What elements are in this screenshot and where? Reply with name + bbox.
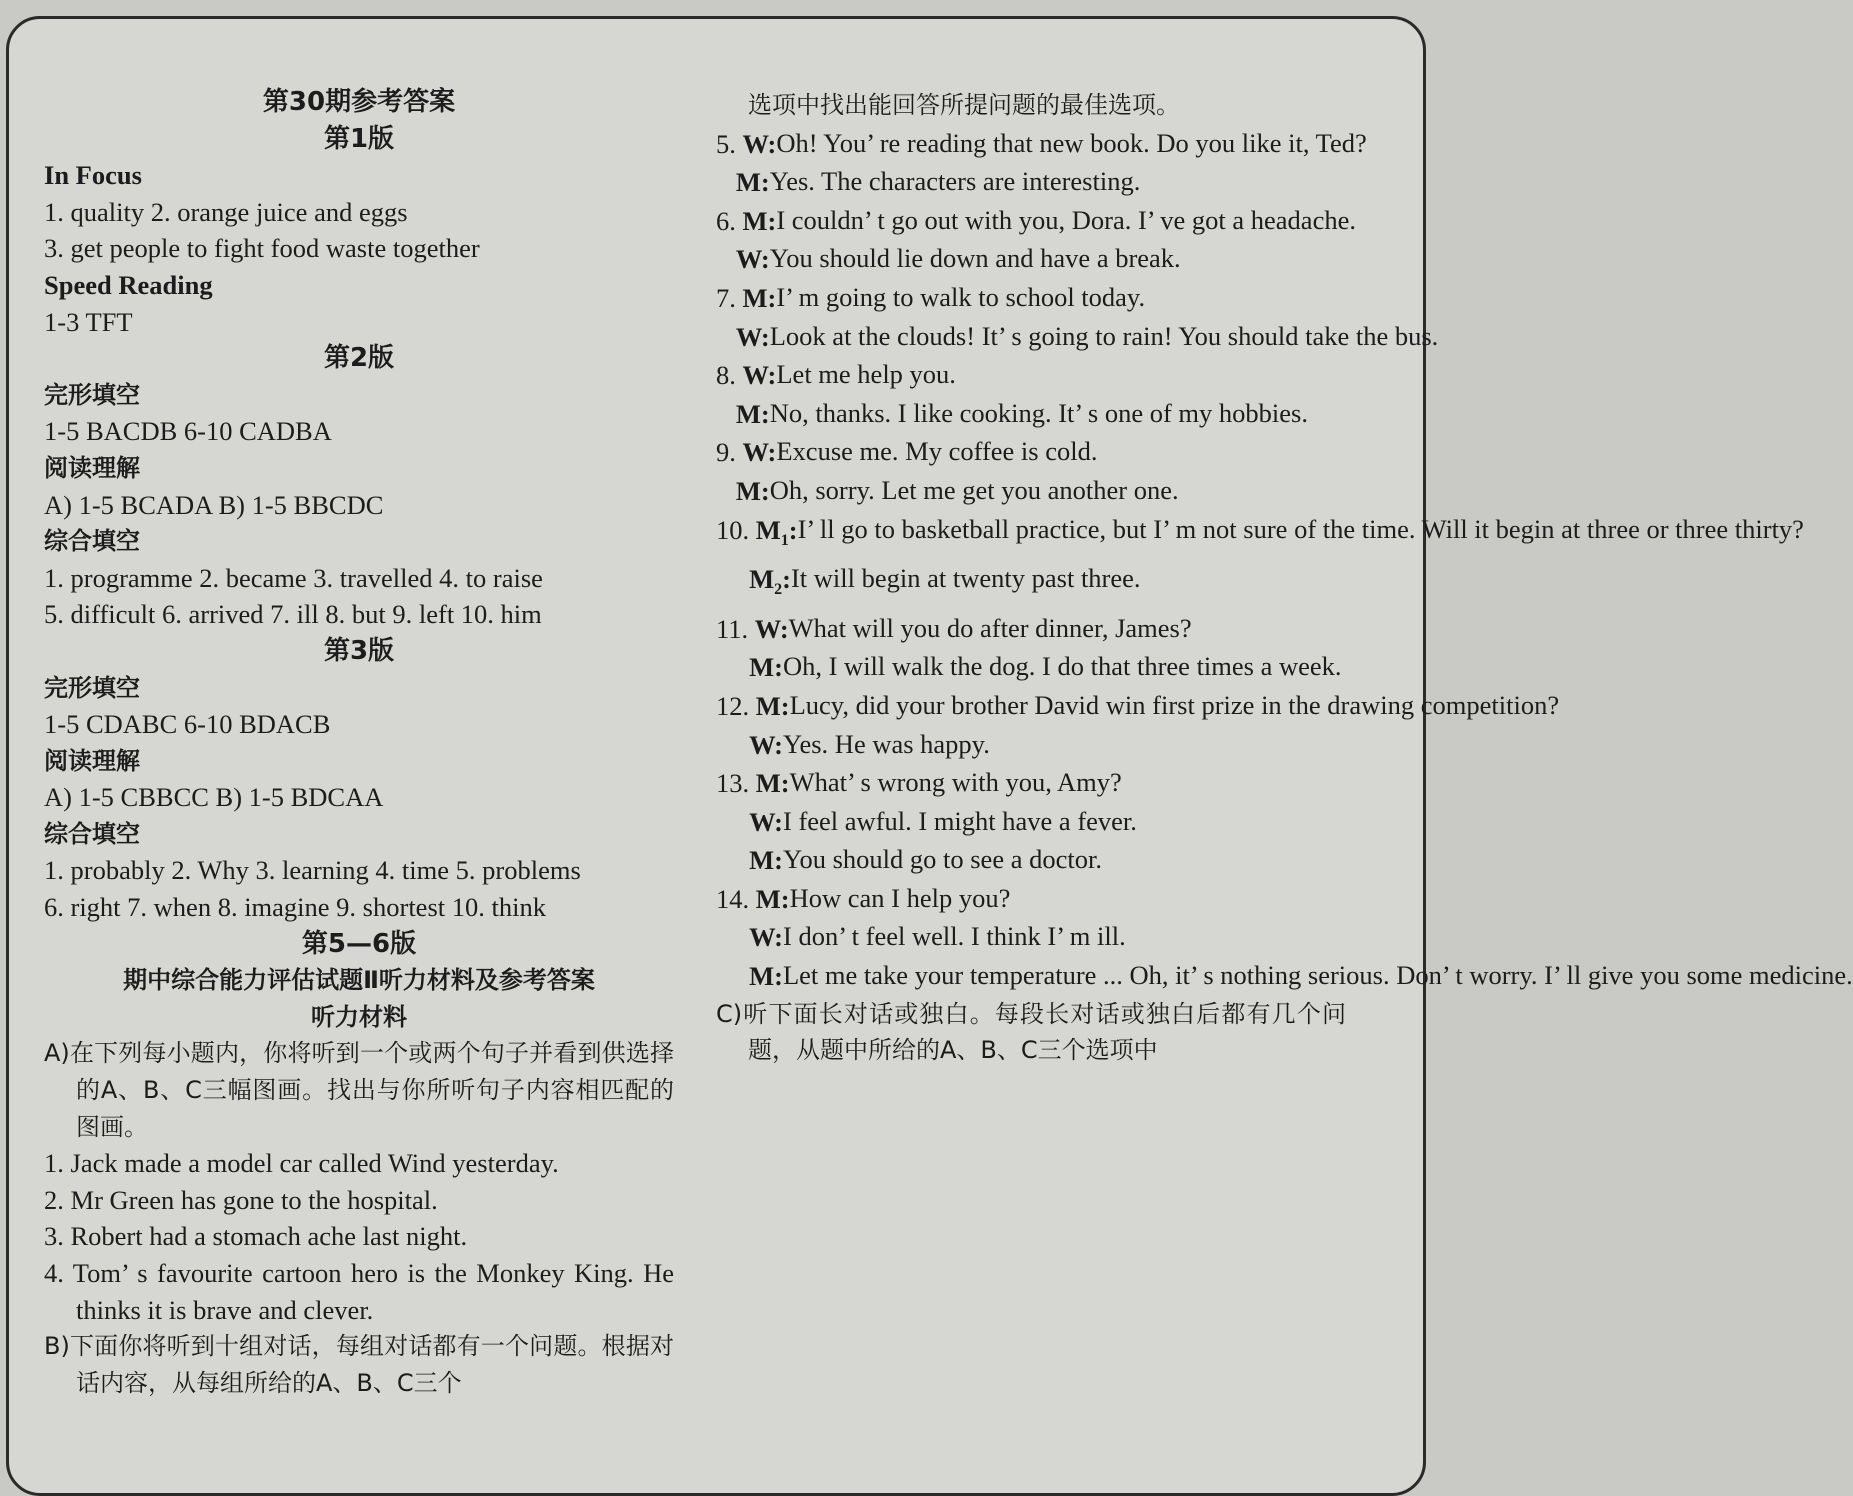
- dialog-number: [716, 240, 736, 279]
- dialog-number: [716, 726, 749, 765]
- dialog-text: I feel awful. I might have a fever.: [783, 805, 1137, 836]
- section-heading-v2: 第2版: [323, 343, 395, 374]
- dialog-list: [716, 125, 1853, 996]
- dialog-number: [716, 841, 749, 880]
- section-a-instructions: A)在下列每小题内，你将听到一个或两个句子并看到供选择的A、B、C三幅图画。找出与你所听句子内容相匹配的图画。: [44, 1039, 674, 1141]
- exam-title: 期中综合能力评估试题Ⅱ听力材料及参考答案: [123, 966, 595, 995]
- dialog-number: 7.: [716, 282, 743, 313]
- dialog-text: Let me take your temperature ... Oh, it’ s nothing serious. Don’ t worry. I’ ll give you some medicine.: [782, 960, 1853, 991]
- dialog-text: I’ ll go to basketball practice, but I’ m not sure of the time. Will it begin at three or three thirty?: [797, 513, 1804, 544]
- dialog-line: [716, 764, 1346, 803]
- dialog-number: [716, 918, 749, 957]
- speaker-label: M:: [742, 282, 777, 313]
- issue-title: 第30期参考答案: [262, 87, 456, 117]
- a-item-4: 4. Tom’ s favourite cartoon hero is the Monkey King. He thinks it is brave and clever.: [44, 1258, 674, 1325]
- v2-fill-heading: 综合填空: [44, 527, 140, 556]
- speaker-label: W:: [749, 922, 783, 953]
- in-focus-answers-1: 1. quality 2. orange juice and eggs: [44, 196, 408, 227]
- v3-reading-answers: A) 1-5 CBBCC B) 1-5 BDCAA: [44, 782, 384, 813]
- dialog-line: [716, 472, 1346, 511]
- dialog-line: [716, 511, 1804, 561]
- dialog-text: I don’ t feel well. I think I’ m ill.: [783, 921, 1126, 952]
- dialog-line: [716, 560, 1346, 610]
- listening-title: 听力材料: [311, 1002, 407, 1031]
- dialog-number: [716, 318, 736, 357]
- dialog-text: Yes. The characters are interesting.: [769, 166, 1141, 197]
- dialog-text: What will you do after dinner, James?: [788, 612, 1192, 643]
- dialog-line: [716, 918, 1346, 957]
- v3-fill-heading: 综合填空: [44, 819, 140, 848]
- dialog-line: [716, 356, 1346, 395]
- section-heading-v56: 第5—6版: [301, 928, 417, 959]
- v3-cloze-answers: 1-5 CDABC 6-10 BDACB: [44, 709, 331, 740]
- dialog-number: [716, 803, 749, 842]
- right-column: [716, 86, 1853, 1069]
- dialog-line: [716, 610, 1346, 649]
- dialog-number: 8.: [716, 360, 743, 391]
- dialog-line: [716, 841, 1346, 880]
- speed-reading-answers: 1-3 TFT: [44, 306, 133, 337]
- dialog-line: [716, 125, 1367, 164]
- section-b-instructions-cont: 选项中找出能回答所提问题的最佳选项。: [748, 91, 1180, 119]
- speaker-label: W:: [749, 806, 783, 837]
- speaker-label: W:: [735, 244, 770, 275]
- dialog-text: You should go to see a doctor.: [782, 844, 1102, 875]
- dialog-line: [716, 163, 1346, 202]
- dialog-text: Yes. He was happy.: [783, 728, 990, 759]
- speaker-label: W:: [749, 729, 783, 760]
- dialog-line: [716, 433, 1346, 472]
- dialog-number: [716, 472, 736, 511]
- dialog-line: [716, 880, 1346, 919]
- dialog-number: 13.: [716, 768, 756, 799]
- in-focus-heading: In Focus: [44, 160, 142, 191]
- v2-cloze-answers: 1-5 BACDB 6-10 CADBA: [44, 416, 332, 447]
- speaker-label: M:: [742, 205, 777, 236]
- dialog-number: 11.: [716, 613, 755, 644]
- speaker-label: M:: [735, 167, 770, 198]
- speaker-label: M:: [735, 398, 770, 429]
- dialog-text: Lucy, did your brother David win first prize in the drawing competition?: [789, 689, 1560, 720]
- dialog-text: Look at the clouds! It’ s going to rain! You should take the bus.: [769, 320, 1439, 351]
- dialog-text: Oh, I will walk the dog. I do that three times a week.: [782, 651, 1342, 682]
- section-heading-v1: 第1版: [323, 123, 395, 154]
- dialog-number: 6.: [716, 205, 743, 236]
- dialog-number: 5.: [716, 128, 743, 159]
- dialog-line: [716, 279, 1346, 318]
- a-item-1: 1. Jack made a model car called Wind yesterday.: [44, 1148, 559, 1179]
- dialog-text: I couldn’ t go out with you, Dora. I’ ve got a headache.: [776, 204, 1356, 235]
- speaker-label: $M_2$:: [749, 564, 791, 599]
- dialog-number: [716, 957, 749, 996]
- speaker-label: W:: [735, 321, 770, 352]
- v2-cloze-heading: 完形填空: [44, 380, 140, 409]
- in-focus-answers-2: 3. get people to fight food waste together: [44, 233, 480, 264]
- dialog-text: It will begin at twenty past three.: [790, 563, 1141, 594]
- dialog-line: [716, 202, 1356, 241]
- dialog-text: Oh, sorry. Let me get you another one.: [769, 474, 1179, 505]
- speaker-label: W:: [754, 613, 789, 644]
- speaker-label: W:: [742, 437, 777, 468]
- speaker-label: W:: [742, 360, 777, 391]
- dialog-number: 12.: [716, 690, 756, 721]
- speed-reading-heading: Speed Reading: [44, 269, 213, 300]
- speaker-label: M:: [755, 690, 790, 721]
- speaker-label: M:: [749, 961, 783, 992]
- dialog-text: I’ m going to walk to school today.: [776, 281, 1146, 312]
- v3-reading-heading: 阅读理解: [44, 746, 140, 775]
- speaker-label: M:: [755, 768, 790, 799]
- dialog-number: 9.: [716, 437, 743, 468]
- dialog-line: [716, 240, 1346, 279]
- a-item-3: 3. Robert had a stomach ache last night.: [44, 1221, 468, 1252]
- dialog-number: [716, 395, 736, 434]
- dialog-text: How can I help you?: [789, 882, 1011, 913]
- speaker-label: W:: [742, 128, 777, 159]
- dialog-line: [716, 648, 1346, 687]
- dialog-number: [716, 163, 736, 202]
- v2-reading-heading: 阅读理解: [44, 453, 140, 482]
- v3-cloze-heading: 完形填空: [44, 673, 140, 702]
- a-item-2: 2. Mr Green has gone to the hospital.: [44, 1184, 438, 1215]
- dialog-line: [716, 318, 1439, 357]
- dialog-line: [716, 395, 1346, 434]
- speaker-label: M:: [735, 475, 770, 506]
- dialog-text: What’ s wrong with you, Amy?: [789, 767, 1122, 798]
- dialog-line: [716, 726, 1346, 765]
- dialog-number: [716, 648, 749, 687]
- v2-reading-answers: A) 1-5 BCADA B) 1-5 BBCDC: [44, 489, 384, 520]
- v2-fill-answers-2: 5. difficult 6. arrived 7. ill 8. but 9. left 10. him: [44, 599, 542, 630]
- v3-fill-answers-1: 1. probably 2. Why 3. learning 4. time 5. problems: [44, 855, 581, 886]
- dialog-line: [716, 687, 1560, 726]
- dialog-text: You should lie down and have a break.: [769, 243, 1181, 274]
- dialog-line: [716, 957, 1853, 996]
- dialog-number: [716, 560, 749, 610]
- speaker-label: M:: [755, 883, 790, 914]
- dialog-number: 14.: [716, 883, 756, 914]
- dialog-number: 10.: [716, 514, 756, 545]
- dialog-text: Let me help you.: [776, 359, 956, 390]
- speaker-label: $M_1$:: [755, 514, 798, 549]
- speaker-label: M:: [749, 652, 783, 683]
- v2-fill-answers-1: 1. programme 2. became 3. travelled 4. to raise: [44, 562, 543, 593]
- left-column: [44, 84, 674, 1401]
- speaker-label: M:: [749, 845, 783, 876]
- section-c-instructions: C)听下面长对话或独白。每段长对话或独白后都有几个问题，从题中所给的A、B、C三个选项中: [716, 999, 1346, 1065]
- dialog-line: [716, 803, 1346, 842]
- dialog-text: Excuse me. My coffee is cold.: [776, 436, 1098, 467]
- dialog-text: Oh! You’ re reading that new book. Do you like it, Ted?: [776, 127, 1367, 158]
- dialog-text: No, thanks. I like cooking. It’ s one of my hobbies.: [769, 397, 1308, 428]
- section-b-instructions: B)下面你将听到十组对话，每组对话都有一个问题。根据对话内容，从每组所给的A、B、C三个: [44, 1332, 674, 1397]
- v3-fill-answers-2: 6. right 7. when 8. imagine 9. shortest 10. think: [44, 892, 546, 923]
- section-heading-v3: 第3版: [323, 635, 395, 666]
